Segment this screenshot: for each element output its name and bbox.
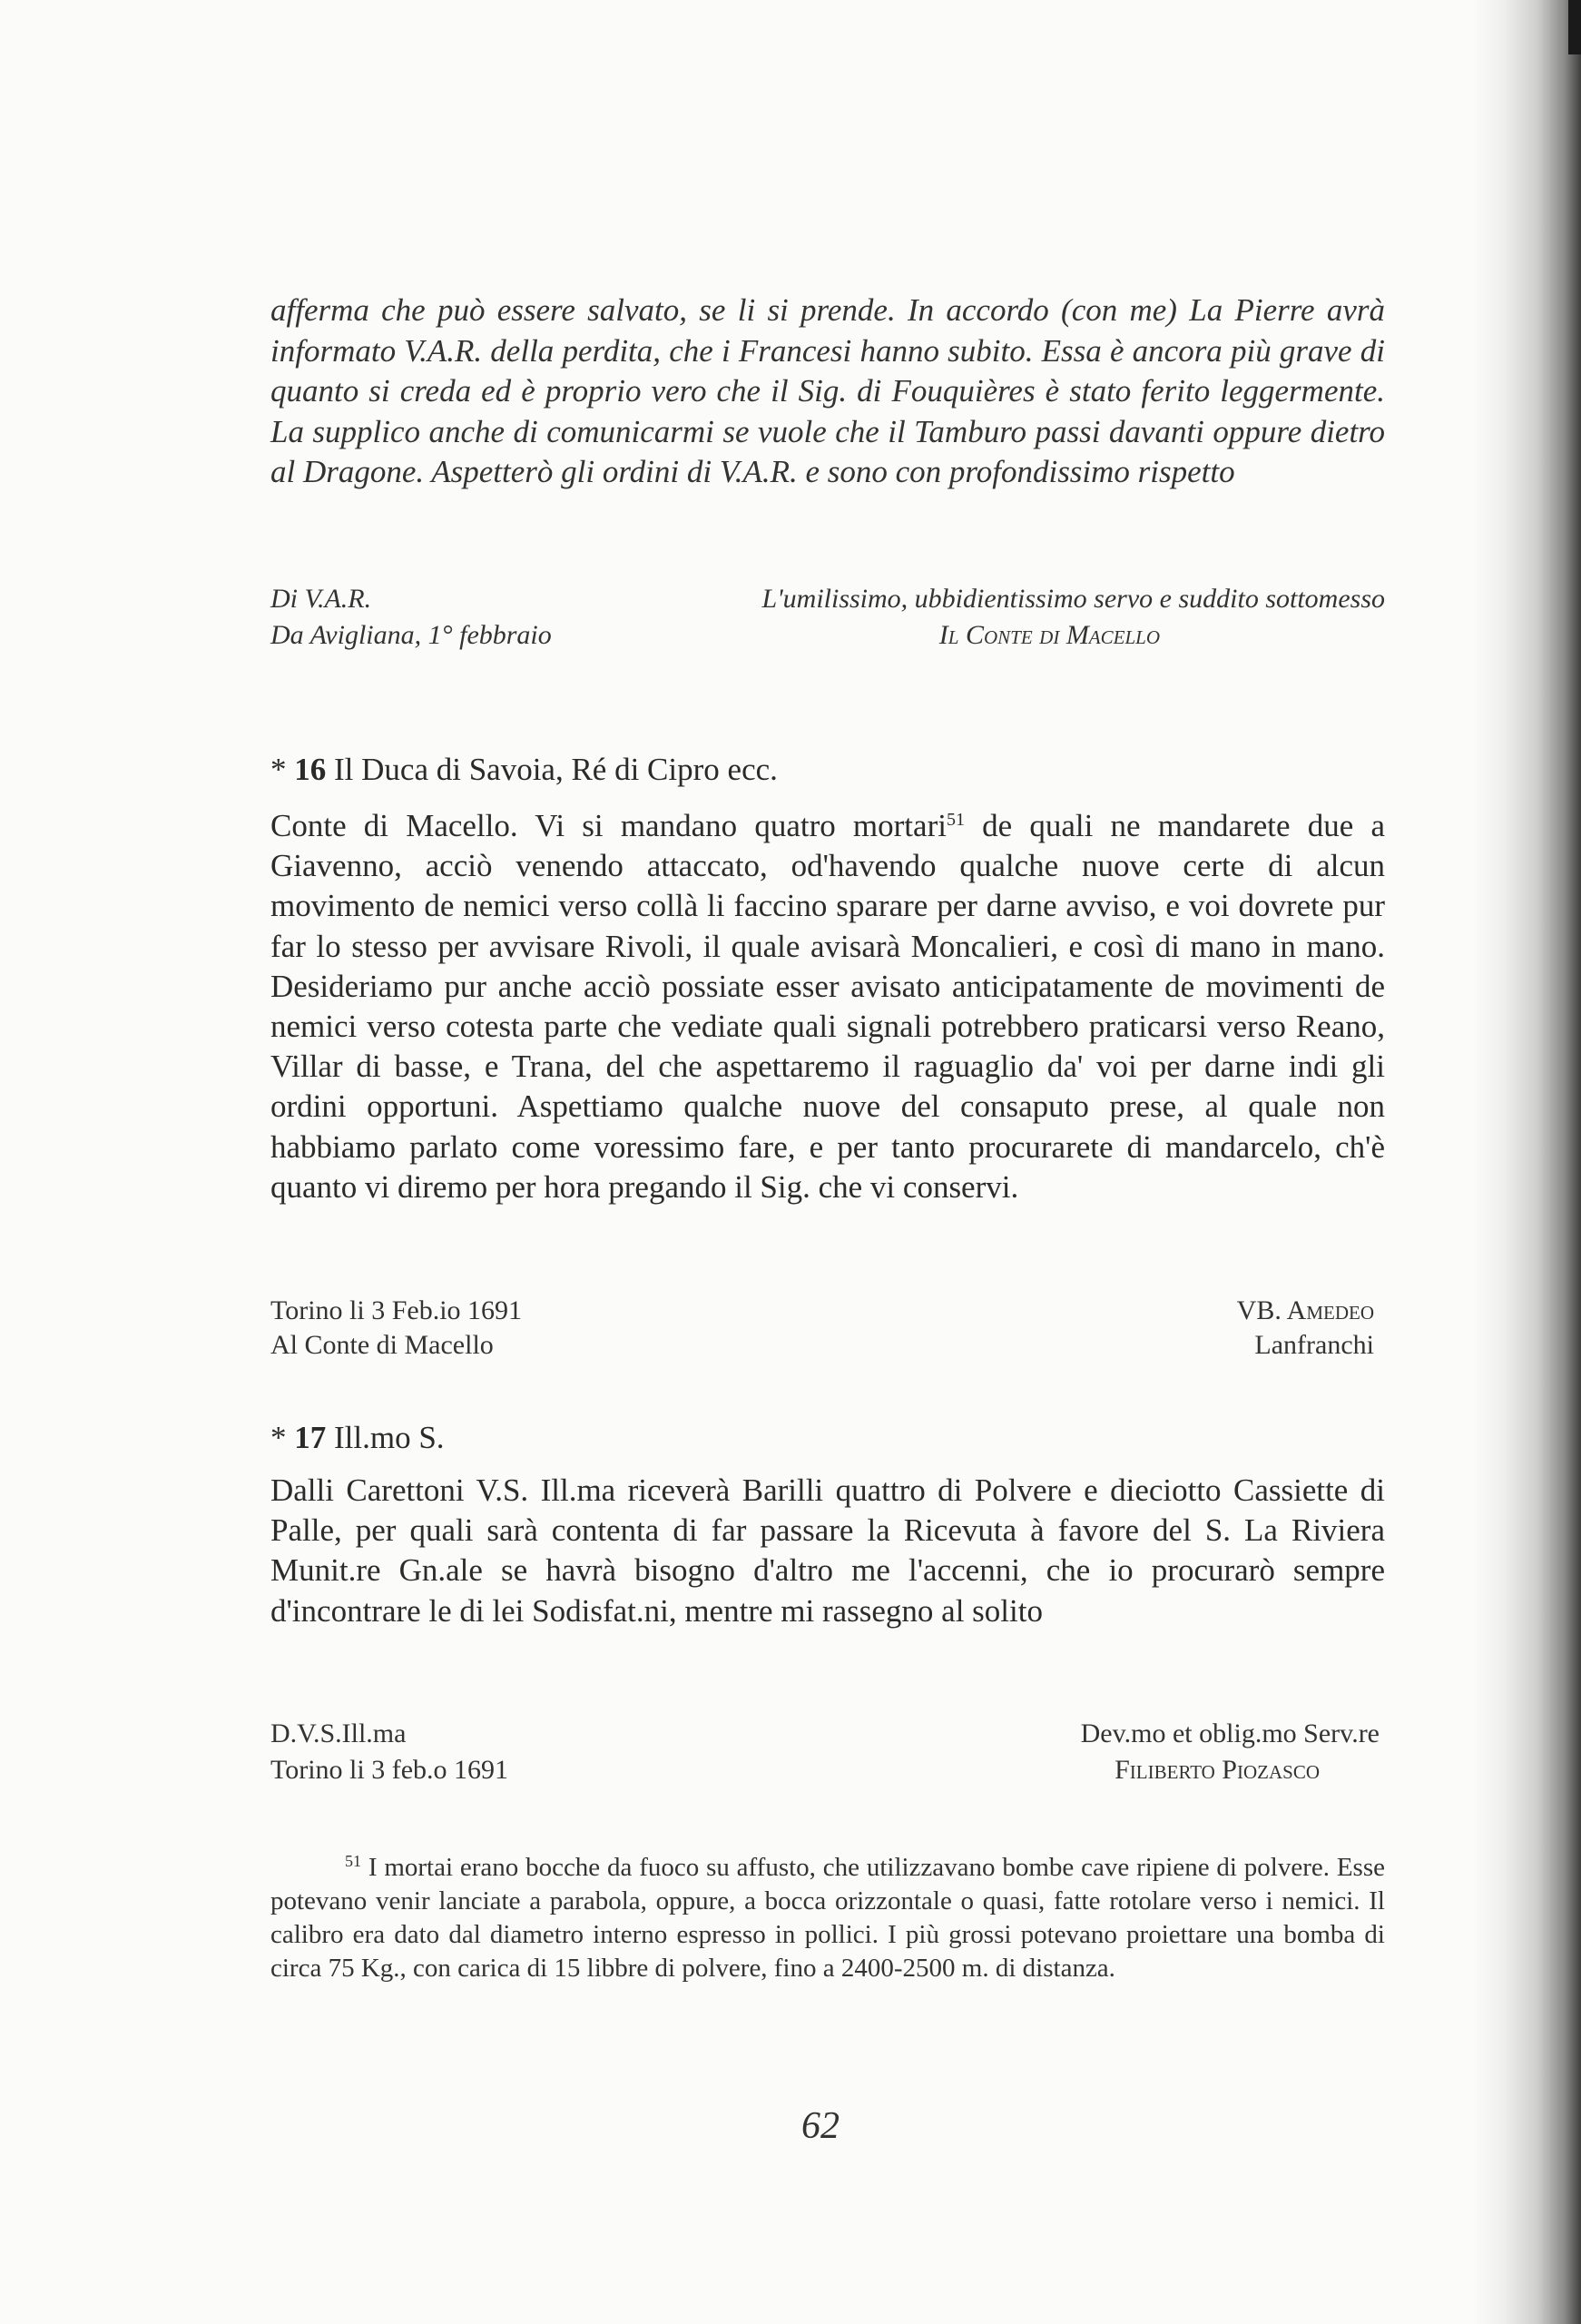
page-number: 62 (801, 2105, 840, 2147)
footnote-ref: 51 (946, 810, 965, 830)
closing1-row1 (270, 581, 1385, 617)
footnote-51 (270, 1845, 1385, 1985)
letter16-closing-row2 (270, 1327, 1385, 1364)
letter16-body-part1: Conte di Macello. Vi si mandano quatro mortari (270, 808, 947, 843)
binding-shadow (1472, 0, 1581, 2324)
closing1-right1: L'umilissimo, ubbidientissimo servo e suddito sottomesso (761, 584, 1385, 614)
closing1-row2 (270, 617, 1385, 654)
letter16-number: 16 (294, 752, 327, 787)
letter16-signature: VB. Amedeo (1236, 1295, 1374, 1325)
letter16-body-part2: de quali ne mandarete due a Giavenno, acciò venendo attaccato, od'havendo qualche nuove certe di alcun movimento de nemici verso collà li faccino sparare per darne avviso, e voi dovrete pur far lo stesso per avvisare Rivoli, il quale avisarà Moncalieri, e così di mano in mano. Desideriamo pur anche acciò possiate esser avisato anticipatamente de movimenti de nemici verso cotesta parte che vediate quali signali potrebbero praticarsi verso Reano, Villar di basse, e Trana, del che aspettaremo il raguaglio da' voi per darne indi gli ordini opportuni. Aspettiamo qualche nuove del consaputo prese, al quale non habbiamo parlato come voressimo fare, e per tanto procurarete di mandarcelo, ch'è quanto vi diremo per hora pregando il Sig. che vi conservi. (270, 808, 1385, 1205)
letter16-countersign: Lanfranchi (1254, 1330, 1374, 1360)
letter16-place-date: Torino li 3 Feb.io 1691 (270, 1295, 523, 1325)
letter17-closing-row2 (270, 1752, 1385, 1788)
letter17-closing-row1 (270, 1716, 1385, 1752)
letter17-body: Dalli Carettoni V.S. Ill.ma riceverà Barilli quattro di Polvere e dieciotto Cassiette di Palle, per quali sarà contenta di far passare la Ricevuta à favore del S. La Riviera Munit.re Gn.ale se havrà bisogno d'altro me l'accenni, che io procurarò sempre d'incontrare le di lei Sodisfat.ni, mentre mi rassegno al solito (270, 1472, 1385, 1629)
letter17-number: 17 (294, 1420, 327, 1455)
footnote-text: I mortai erano bocche da fuoco su affusto, che utilizzavano bombe cave ripiene di polvere. Esse potevano venir lanciate a parabola, oppure, a bocca orizzontale o quasi, fatte rotolare verso i nemici. Il calibro era dato dal diametro interno espresso in pollici. I più grossi potevano proiettare una bomba di circa 75 Kg., con carica di 15 libbre di polvere, fino a 2400-2500 m. di distanza. (270, 1853, 1385, 1983)
letter17-place-date: Torino li 3 feb.o 1691 (270, 1755, 509, 1785)
footnote-number: 51 (345, 1852, 361, 1870)
closing1-left2: Da Avigliana, 1° febbraio (270, 620, 552, 650)
letter16-body (270, 806, 1385, 1207)
letter16-heading: * 16 Il Duca di Savoia, Ré di Cipro ecc. (270, 752, 778, 787)
letter17-heading: * 17 Ill.mo S. (270, 1420, 445, 1455)
intro-paragraph: afferma che può essere salvato, se li si prende. In accordo (con me) La Pierre avrà informato V.A.R. della perdita, che i Francesi hanno subito. Essa è ancora più grave di quanto si creda ed è proprio vero che il Sig. di Fouquières è stato ferito leggermente. La supplico anche di comunicarmi se vuole che il Tamburo passi davanti oppure dietro al Dragone. Aspetterò gli ordini di V.A.R. e sono con profondissimo rispetto (270, 292, 1385, 489)
letter16-closing-row1 (270, 1293, 1385, 1329)
closing1-left1: Di V.A.R. (270, 584, 372, 614)
binding-edge (1568, 0, 1581, 54)
letter16-title: Il Duca di Savoia, Ré di Cipro ecc. (334, 752, 778, 787)
letter17-title: Ill.mo S. (334, 1420, 445, 1455)
letter17-closing: Dev.mo et oblig.mo Serv.re (1080, 1718, 1380, 1748)
letter17-salutation: D.V.S.Ill.ma (270, 1718, 407, 1748)
closing1-signature: Il Conte di Macello (938, 620, 1160, 650)
letter16-addressee: Al Conte di Macello (270, 1330, 494, 1360)
letter17-signature: Filiberto Piozasco (1115, 1755, 1320, 1785)
